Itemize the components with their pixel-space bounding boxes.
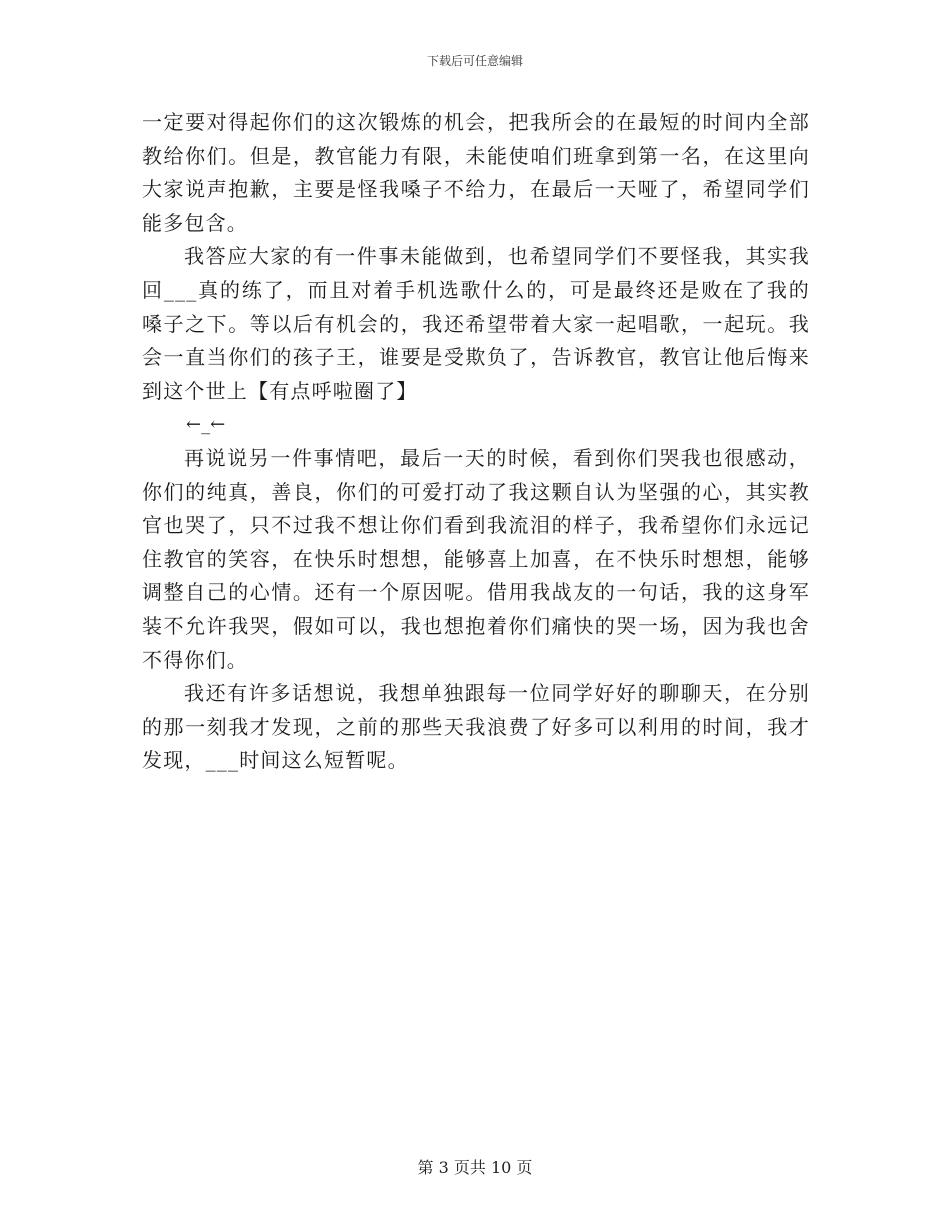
paragraph-2: 我答应大家的有一件事未能做到，也希望同学们不要怪我，其实我回___真的练了，而且对着手机选歌什么的，可是最终还是败在了我的嗓子之下。等以后有机会的，我还希望带着大家一起唱歌，一起玩。我会一直当你们的孩子王，谁要是受欺负了，告诉教官，教官让他后悔来到这个世上【有点呼啦圈了】 <box>142 244 810 403</box>
document-body <box>142 106 810 778</box>
paragraph-1: 一定要对得起你们的这次锻炼的机会，把我所会的在最短的时间内全部教给你们。但是，教官能力有限，未能使咱们班拿到第一名，在这里向大家说声抱歉，主要是怪我嗓子不给力，在最后一天哑了，希望同学们能多包含。 <box>142 110 810 235</box>
page-header-note: 下载后可任意编辑 <box>426 54 523 68</box>
arrow-emoticon: ←_← <box>186 414 226 436</box>
paragraph-4: 我还有许多话想说，我想单独跟每一位同学好好的聊聊天，在分别的那一刻我才发现，之前的那些天我浪费了好多可以利用的时间，我才发现，___时间这么短暂呢。 <box>142 681 810 773</box>
page-number: 第 3 页共 10 页 <box>417 1158 533 1177</box>
paragraph-3: 再说说另一件事情吧，最后一天的时候，看到你们哭我也很感动，你们的纯真，善良，你们的可爱打动了我这颗自认为坚强的心，其实教官也哭了，只不过我不想让你们看到我流泪的样子，我希望你们永远记住教官的笑容，在快乐时想想，能够喜上加喜，在不快乐时想想，能够调整自己的心情。还有一个原因呢。借用我战友的一句话，我的这身军装不允许我哭，假如可以，我也想抱着你们痛快的哭一场，因为我也舍不得你们。 <box>142 445 810 672</box>
